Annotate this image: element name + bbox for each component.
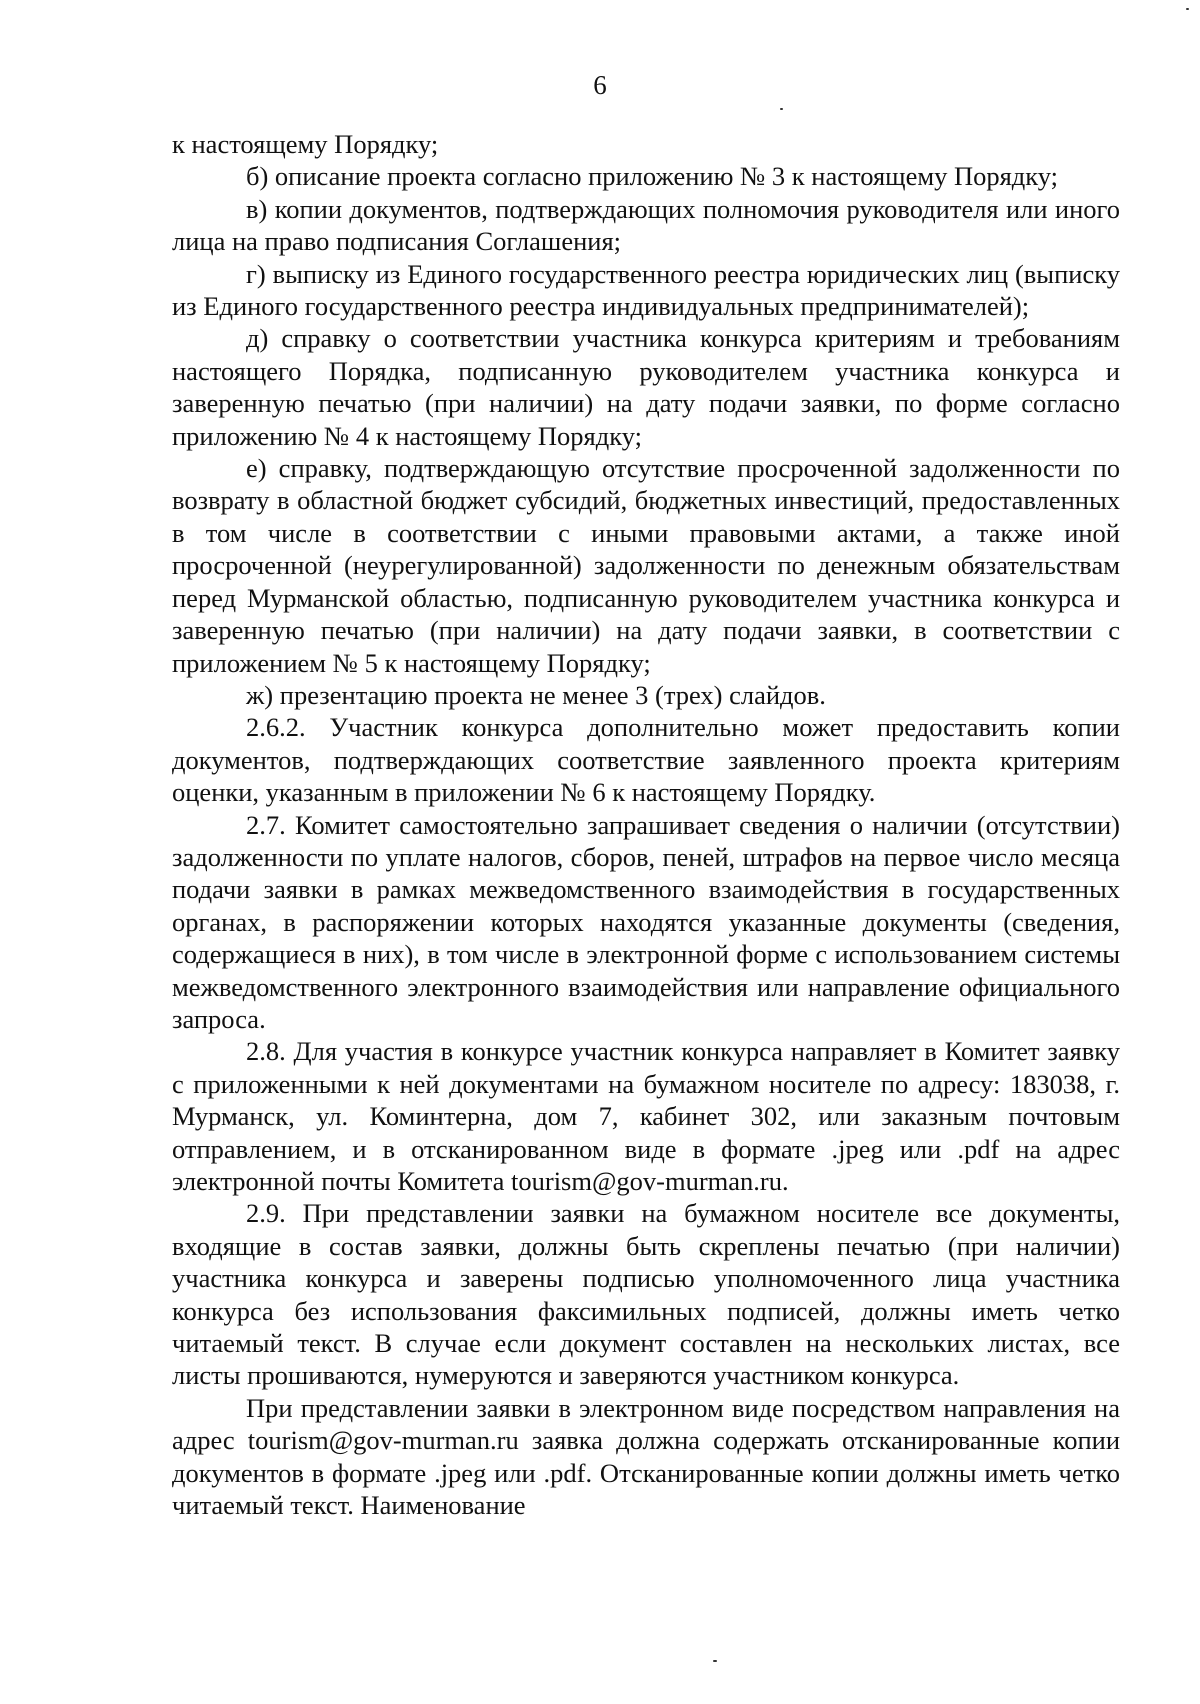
paragraph-item-e: е) справку, подтверждающую отсутствие просроченной задолженности по возврату в областной бюджет субсидий, бюджетных инвестиций, предоставленных в том числе в соответствии с иными правовыми актами, а также иной просроченной (неурегулированной) задолженности по денежным обязательствам перед Мурманской областью, подписанную руководителем участника конкурса и заверенную печатью (при наличии) на дату подачи заявки, в соответствии с приложением № 5 к настоящему Порядку;: [172, 453, 1120, 678]
paragraph-item-b: б) описание проекта согласно приложению № 3 к настоящему Порядку;: [246, 161, 1059, 192]
paragraph-2-9: 2.9. При представлении заявки на бумажном носителе все документы, входящие в состав заявки, должны быть скреплены печатью (при наличии) участника конкурса и заверены подписью уполномоченного лица участника конкурса без использования факсимильных подписей, должны иметь четко читаемый текст. В случае если документ составлен на нескольких листах, все листы прошиваются, нумеруются и заверяются участником конкурса.: [172, 1198, 1120, 1391]
document-body: [172, 128, 1120, 1521]
paragraph-2-7: 2.7. Комитет самостоятельно запрашивает сведения о наличии (отсутствии) задолженности по уплате налогов, сборов, пеней, штрафов на первое число месяца подачи заявки в рамках межведомственного взаимодействия в государственных органах, в распоряжении которых находятся указанные документы (сведения, содержащиеся в них), в том числе в электронной форме с использованием системы межведомственного электронного взаимодействия или направление официального запроса.: [172, 809, 1120, 1034]
paragraph-item-g: г) выписку из Единого государственного реестра юридических лиц (выписку из Единого государственного реестра индивидуальных предпринимателей);: [172, 258, 1120, 322]
scan-speck: [780, 108, 783, 110]
paragraph-continuation: к настоящему Порядку;: [172, 129, 439, 159]
scan-speck: [713, 1660, 717, 1662]
paragraph-item-zh: ж) презентацию проекта не менее 3 (трех) слайдов.: [246, 679, 826, 710]
paragraph-2-6-2: 2.6.2. Участник конкурса дополнительно может предоставить копии документов, подтверждающих соответствие заявленного проекта критериям оценки, указанным в приложении № 6 к настоящему Порядку.: [172, 712, 1120, 808]
paragraph-item-d: д) справку о соответствии участника конкурса критериям и требованиям настоящего Порядка, подписанную руководителем участника конкурса и заверенную печатью (при наличии) на дату подачи заявки, по форме согласно приложению № 4 к настоящему Порядку;: [172, 323, 1120, 451]
paragraph-electronic-submission: При представлении заявки в электронном виде посредством направления на адрес tourism@gov-murman.ru заявка должна содержать отсканированные копии документов в формате .jpeg или .pdf. Отсканированные копии должны иметь четко читаемый текст. Наименование: [172, 1392, 1120, 1521]
page-number: 6: [593, 70, 607, 100]
paragraph-2-8: 2.8. Для участия в конкурсе участник конкурса направляет в Комитет заявку с приложенными к ней документами на бумажном носителе по адресу: 183038, г. Мурманск, ул. Коминтерна, дом 7, кабинет 302, или заказным почтовым отправлением, и в отсканированном виде в формате .jpeg или .pdf на адрес электронной почты Комитета tourism@gov-murman.ru.: [172, 1036, 1120, 1196]
scan-speck: [1186, 8, 1189, 10]
paragraph-item-v: в) копии документов, подтверждающих полномочия руководителя или иного лица на право подписания Соглашения;: [172, 193, 1120, 257]
